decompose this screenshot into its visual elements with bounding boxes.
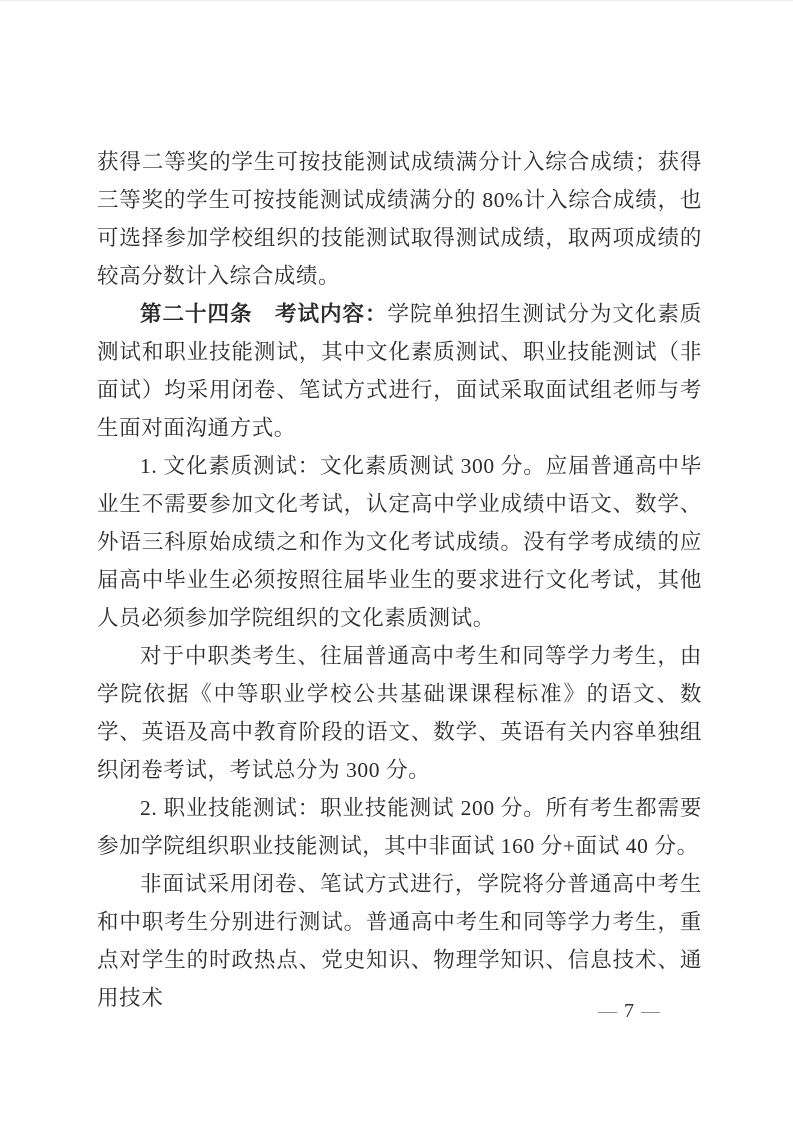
paragraph-article-24 [97, 295, 702, 447]
article-24-heading: 第二十四条 考试内容： [140, 302, 388, 326]
text-block [97, 143, 702, 1017]
paragraph-non-interview-test: 非面试采用闭卷、笔试方式进行，学院将分普通高中考生和中职考生分别进行测试。普通高中考生和同等学力考生，重点对学生的时政热点、党史知识、物理学知识、信息技术、通用技术 [97, 872, 702, 1010]
footer-dash-right: — [641, 1001, 660, 1022]
paragraph-vocational-candidates-exam: 对于中职类考生、往届普通高中考生和同等学力考生，由学院依据《中等职业学校公共基础课课程标准》的语文、数学、英语及高中教育阶段的语文、数学、英语有关内容单独组织闭卷考试，考试总分为 300 分。 [97, 644, 702, 782]
paragraph-culture-quality-test: 1. 文化素质测试：文化素质测试 300 分。应届普通高中毕业生不需要参加文化考试，认定高中学业成绩中语文、数学、外语三科原始成绩之和作为文化考试成绩。没有学考成绩的应届高中毕业生必须按照往届毕业生的要求进行文化考试，其他人员必须参加学院组织的文化素质测试。 [97, 454, 702, 630]
paragraph-continuation-awards: 获得二等奖的学生可按技能测试成绩满分计入综合成绩；获得三等奖的学生可按技能测试成绩满分的 80%计入综合成绩，也可选择参加学校组织的技能测试取得测试成绩，取两项成绩的较高分数计入综合成绩。 [97, 150, 702, 288]
page-number: 7 [624, 1000, 634, 1022]
footer-dash-left: — [598, 1001, 617, 1022]
paragraph-vocational-skill-test: 2. 职业技能测试：职业技能测试 200 分。所有考生都需要参加学院组织职业技能测试，其中非面试 160 分+面试 40 分。 [97, 796, 702, 858]
article-24-body: 学院单独招生测试分为文化素质测试和职业技能测试，其中文化素质测试、职业技能测试（非面试）均采用闭卷、笔试方式进行，面试采取面试组老师与考生面对面沟通方式。 [97, 302, 702, 440]
page-footer [598, 999, 688, 1024]
